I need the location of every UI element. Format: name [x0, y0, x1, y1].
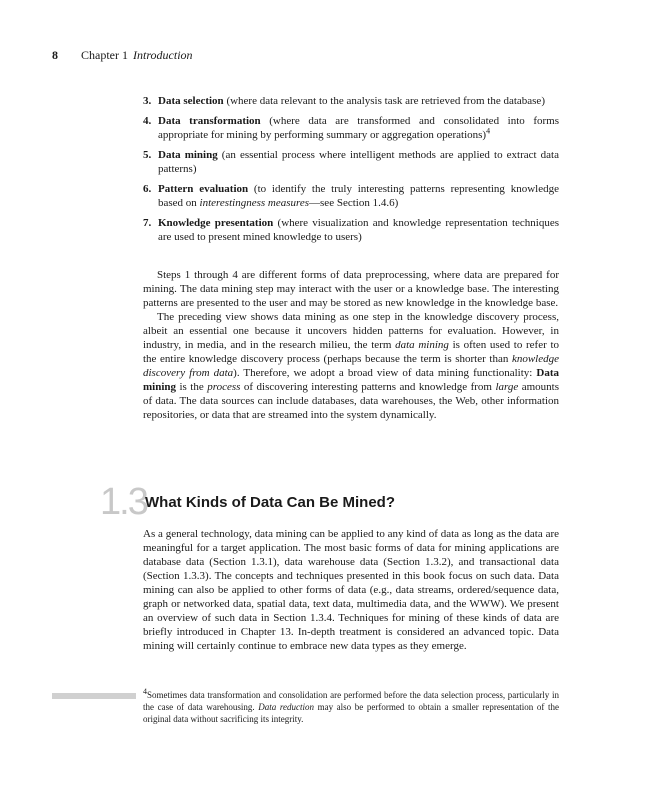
item-number: 4. [143, 115, 152, 127]
chapter-label: Chapter 1 [81, 48, 128, 62]
footnote-mark: 4 [143, 687, 147, 696]
list-item [143, 182, 559, 210]
text-run: is the [176, 381, 208, 393]
text-run: ). Therefore, we adopt a broad view of data mining functionality: [233, 367, 537, 379]
section-title: What Kinds of Data Can Be Mined? [145, 494, 396, 511]
item-term: Data mining [158, 149, 218, 161]
emphasis: large [495, 381, 519, 393]
item-text: (an essential process where intelligent methods are applied to extract data patterns) [158, 149, 559, 175]
text-run: The preceding view shows data mining as one step in the knowledge discovery process, albeit an essential one because it uncovers hidden patterns for evaluation. However, in industry, in media, and in the research milieu, the term [143, 311, 559, 351]
item-text: (to identify the truly interesting patterns representing knowledge based on [158, 183, 559, 209]
item-term: Data transformation [158, 115, 261, 127]
item-term: Data selection [158, 95, 224, 107]
footnote-ref[interactable]: 4 [486, 126, 491, 136]
chapter-title: Introduction [133, 48, 193, 62]
item-text: —see Section 1.4.6) [309, 197, 399, 209]
list-item [143, 94, 559, 108]
text-run: may also be performed to obtain a smaller representation of the original data without sacrificing its integrity. [143, 702, 559, 724]
item-text: (where visualization and knowledge representation techniques are used to present mined knowledge to users) [158, 217, 559, 243]
emphasis: process [207, 381, 241, 393]
text-run: amounts of data. The data sources can include databases, data warehouses, the Web, other information repositories, or data that are streamed into the system dynamically. [143, 381, 559, 421]
page-number: 8 [52, 48, 58, 62]
list-item [143, 148, 559, 176]
emphasis: data mining [395, 339, 449, 351]
footnote [143, 689, 559, 725]
section-number: 1.3 [100, 481, 147, 523]
text-run: is often used to refer to the entire knowledge discovery process (perhaps because the term is shorter than [143, 339, 560, 365]
item-emphasis: interestingness measures [199, 197, 310, 209]
item-term: Pattern evaluation [158, 183, 249, 195]
running-header [52, 48, 193, 63]
item-number: 7. [143, 217, 152, 229]
item-text: (where data are transformed and consolidated into forms appropriate for mining by performing summary or aggregation operations) [158, 115, 559, 141]
emphasis: Data reduction [258, 702, 314, 712]
list-item [143, 216, 559, 244]
text-run: Sometimes data transformation and consolidation are performed before the data selection process, particularly in the case of data warehousing. [143, 690, 559, 712]
footnote-rule [52, 693, 136, 699]
body-text [143, 268, 559, 422]
paragraph-broad-view [143, 310, 559, 422]
item-term: Knowledge presentation [158, 217, 274, 229]
text-run: of discovering interesting patterns and knowledge from [240, 381, 496, 393]
emphasis: knowledge discovery from data [143, 353, 559, 379]
item-text: (where data relevant to the analysis task are retrieved from the database) [223, 95, 545, 107]
paragraph-data-kinds: As a general technology, data mining can be applied to any kind of data as long as the data are meaningful for a target application. The most basic forms of data for mining applications are database data (Section 1.3.1), data warehouse data (Section 1.3.2), and transactional data (Section 1.3.3). The concepts and techniques presented in this book focus on such data. Data mining can also be applied to other forms of data (e.g., data streams, ordered/sequence data, graph or networked data, spatial data, text data, multimedia data, and the WWW). We present an overview of such data in Section 1.3.4. Techniques for mining of these kinds of data are briefly introduced in Chapter 13. In-depth treatment is considered an advanced topic. Data mining will certainly continue to embrace new data types as they emerge. [143, 528, 559, 652]
definition-term: Data mining [143, 367, 560, 393]
item-number: 3. [143, 95, 152, 107]
paragraph-steps: Steps 1 through 4 are different forms of data preprocessing, where data are prepared for mining. The data mining step may interact with the user or a knowledge base. The interesting patterns are presented to the user and may be stored as new knowledge in the knowledge base. [143, 269, 559, 309]
item-number: 5. [143, 149, 152, 161]
kdd-steps-list [143, 94, 559, 250]
list-item [143, 114, 559, 142]
item-number: 6. [143, 183, 152, 195]
section-body [143, 527, 559, 653]
